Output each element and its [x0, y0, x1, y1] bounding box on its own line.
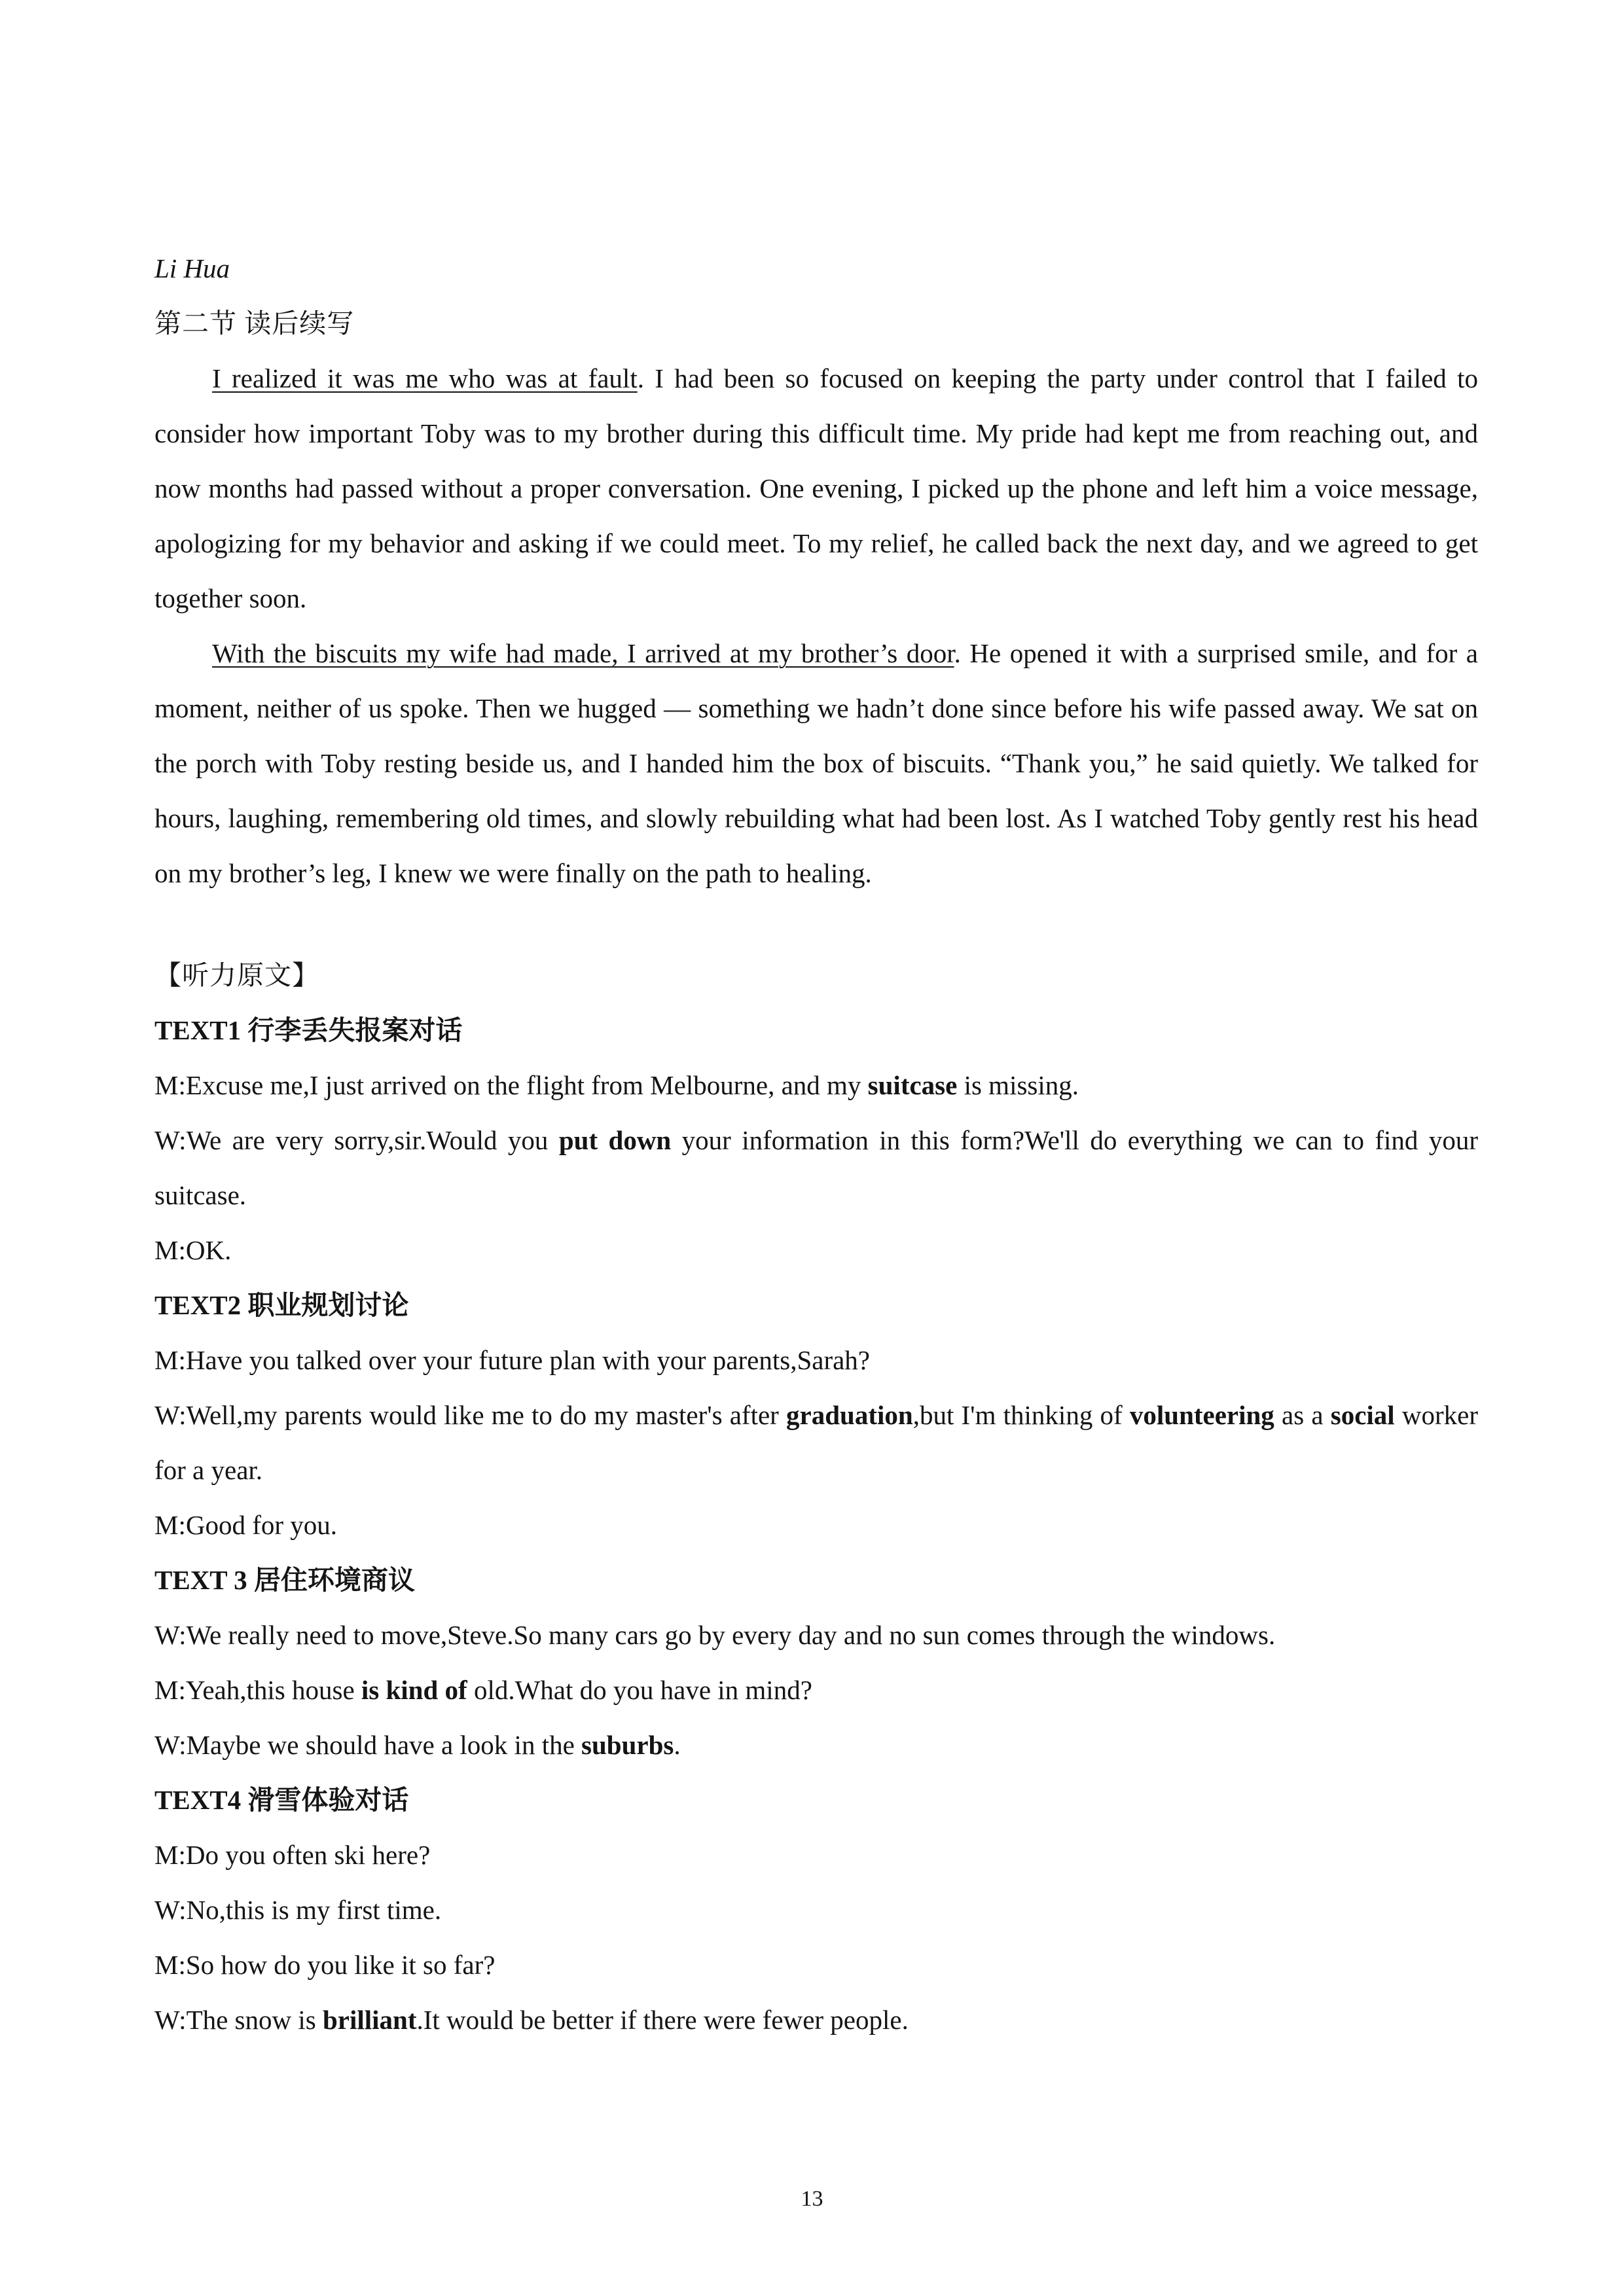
- section-heading: 第二节 读后续写: [154, 308, 355, 338]
- dialog-text: W:We are very sorry,sir.Would you: [154, 1125, 559, 1155]
- text4-title: TEXT4 滑雪体验对话: [154, 1785, 409, 1815]
- text3-title: TEXT 3 居住环境商议: [154, 1565, 415, 1595]
- page-content: [154, 241, 1478, 2047]
- dialog-text: .: [674, 1730, 681, 1760]
- text1-line-3: M:OK.: [154, 1235, 232, 1265]
- section-spacer: [154, 901, 1478, 948]
- page-number: 13: [801, 2187, 823, 2211]
- text2-line-1: M:Have you talked over your future plan with your parents,Sarah?: [154, 1345, 871, 1375]
- text4-line-2: W:No,this is my first time.: [154, 1895, 442, 1925]
- keyword: put down: [558, 1125, 672, 1155]
- keyword: graduation: [786, 1400, 913, 1430]
- dialog-text: old.What do you have in mind?: [467, 1675, 812, 1705]
- text2-title: TEXT2 职业规划讨论: [154, 1290, 409, 1320]
- text1-title: TEXT1 行李丢失报案对话: [154, 1015, 463, 1045]
- text2-line-2: [154, 1388, 1478, 1498]
- dialog-text: worker for a year.: [154, 1400, 1478, 1485]
- letter-signature: Li Hua: [154, 253, 230, 283]
- dialog-text: ,but I'm thinking of: [912, 1400, 1130, 1430]
- dialog-text: W:Well,my parents would like me to do my master's after: [154, 1400, 787, 1430]
- dialog-text: .It would be better if there were fewer people.: [416, 2005, 909, 2035]
- keyword: brilliant: [322, 2005, 417, 2035]
- text1-line-1: [154, 1058, 1478, 1113]
- keyword: social: [1330, 1400, 1395, 1430]
- keyword: suitcase: [867, 1070, 958, 1100]
- text3-line-3: [154, 1717, 1478, 1772]
- dialog-text: your information in this form?We'll do everything we can to find your suitcase.: [154, 1125, 1478, 1210]
- text4-line-4: [154, 1992, 1478, 2047]
- dialog-text: is missing.: [957, 1070, 1079, 1100]
- paragraph-1-text: . I had been so focused on keeping the party under control that I failed to consider how important Toby was to my brother during this difficult time. My pride had kept me from reaching out, and now months had passed without a proper conversation. One evening, I picked up the phone and left him a voice message, apologizing for my behavior and asking if we could meet. To my relief, he called back the next day, and we agreed to get together soon.: [154, 363, 1479, 613]
- dialog-text: W:Maybe we should have a look in the: [154, 1730, 582, 1760]
- text4-line-1: M:Do you often ski here?: [154, 1840, 431, 1870]
- dialog-text: W:The snow is: [154, 2005, 323, 2035]
- text1-line-2: [154, 1113, 1478, 1223]
- paragraph-2-text: . He opened it with a surprised smile, and for a moment, neither of us spoke. Then we hugged — something we hadn’t done since before his wife passed away. We sat on the porch with Toby resting beside us, and I handed him the box of biscuits. “Thank you,” he said quietly. We talked for hours, laughing, remembering old times, and slowly rebuilding what had been lost. As I watched Toby gently rest his head on my brother’s leg, I knew we were finally on the path to healing.: [154, 638, 1478, 888]
- listening-heading: 【听力原文】: [154, 960, 319, 990]
- text2-line-3: M:Good for you.: [154, 1510, 338, 1540]
- continuation-paragraph-1: [154, 351, 1478, 626]
- continuation-paragraph-2: [154, 626, 1478, 901]
- text4-line-3: M:So how do you like it so far?: [154, 1950, 496, 1980]
- text3-line-2: [154, 1662, 1478, 1717]
- keyword: volunteering: [1129, 1400, 1274, 1430]
- text3-line-1: W:We really need to move,Steve.So many cars go by every day and no sun comes through the windows.: [154, 1620, 1276, 1650]
- dialog-text: M:Yeah,this house: [154, 1675, 361, 1705]
- given-sentence-1: I realized it was me who was at fault: [212, 363, 638, 393]
- keyword: is kind of: [361, 1675, 467, 1705]
- dialog-text: M:Excuse me,I just arrived on the flight from Melbourne, and my: [154, 1070, 868, 1100]
- given-sentence-2: With the biscuits my wife had made, I arrived at my brother’s door: [212, 638, 954, 668]
- keyword: suburbs: [581, 1730, 674, 1760]
- dialog-text: as a: [1274, 1400, 1331, 1430]
